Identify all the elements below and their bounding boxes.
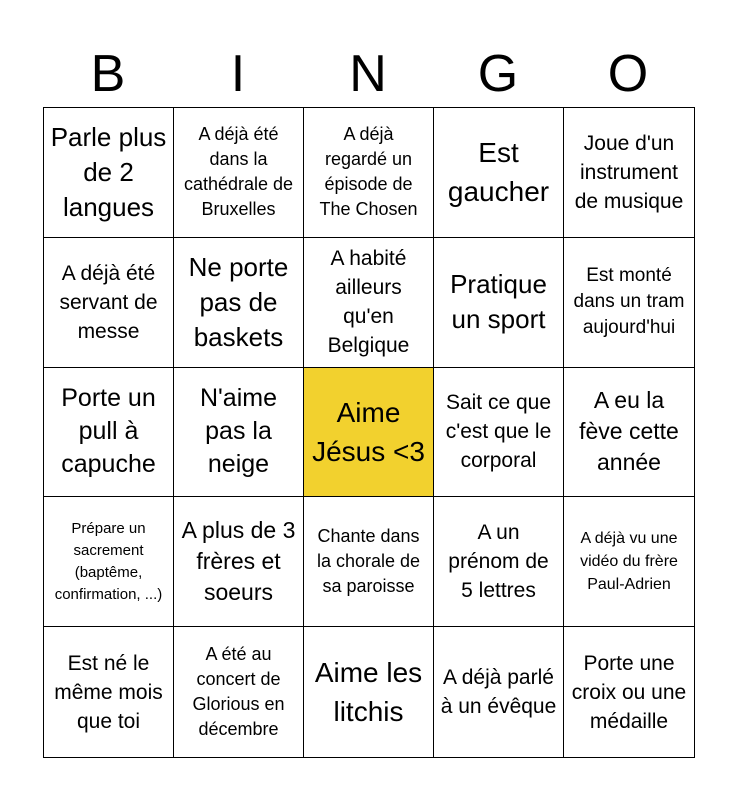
header-letter-n: N xyxy=(349,45,387,103)
bingo-cell-r1-c3[interactable] xyxy=(304,108,434,238)
bingo-cell-r5-c1[interactable] xyxy=(44,627,174,757)
bingo-cell-r4-c2[interactable] xyxy=(174,497,304,627)
bingo-cell-text: A déjà été dans la cathédrale de Bruxelles xyxy=(183,124,294,220)
bingo-cell-text: Porte un pull à capuche xyxy=(61,384,156,479)
bingo-cell-r2-c2[interactable] xyxy=(174,238,304,368)
header-letter-i: I xyxy=(230,45,246,103)
bingo-cell-text: A déjà parlé à un évêque xyxy=(440,666,557,719)
bingo-cell-text: Est gaucher xyxy=(447,137,550,208)
bingo-cell-text: Chante dans la chorale de sa paroisse xyxy=(316,526,421,597)
bingo-cell-text: Aime Jésus <3 xyxy=(312,396,425,467)
bingo-cell-text: A déjà regardé un épisode de The Chosen xyxy=(319,124,418,220)
bingo-cell-text: A eu la fève cette année xyxy=(579,387,679,476)
bingo-cell-r4-c5[interactable] xyxy=(564,497,694,627)
bingo-cell-r2-c5[interactable] xyxy=(564,238,694,368)
bingo-cell-r4-c1[interactable] xyxy=(44,497,174,627)
bingo-cell-r5-c4[interactable] xyxy=(434,627,564,757)
bingo-cell-r2-c1[interactable] xyxy=(44,238,174,368)
header-letter-o: O xyxy=(607,45,649,103)
bingo-cell-r2-c4[interactable] xyxy=(434,238,564,368)
bingo-cell-text: A un prénom de 5 lettres xyxy=(448,521,549,603)
bingo-cell-r1-c4[interactable] xyxy=(434,108,564,238)
bingo-cell-free[interactable] xyxy=(304,368,434,498)
bingo-cell-text: Prépare un sacrement (baptême, confirmation, ...) xyxy=(54,519,163,603)
bingo-board xyxy=(43,107,695,758)
header-letter-g: G xyxy=(477,45,519,103)
bingo-cell-r5-c3[interactable] xyxy=(304,627,434,757)
bingo-cell-text: Est né le même mois que toi xyxy=(54,651,163,733)
bingo-cell-text: Parle plus de 2 langues xyxy=(50,121,167,222)
header-letter-b: B xyxy=(90,45,126,103)
bingo-cell-r2-c3[interactable] xyxy=(304,238,434,368)
bingo-cell-r5-c5[interactable] xyxy=(564,627,694,757)
bingo-cell-text: A habité ailleurs qu'en Belgique xyxy=(327,247,410,358)
bingo-cell-text: A déjà vu une vidéo du frère Paul-Adrien xyxy=(580,530,678,594)
bingo-cell-text: Porte une croix ou une médaille xyxy=(571,651,687,733)
bingo-cell-text: Aime les litchis xyxy=(314,657,423,728)
bingo-cell-text: A déjà été servant de messe xyxy=(59,261,158,343)
bingo-cell-r1-c2[interactable] xyxy=(174,108,304,238)
bingo-cell-text: A été au concert de Glorious en décembre xyxy=(192,644,285,740)
bingo-cell-text: Ne porte pas de baskets xyxy=(188,251,289,352)
bingo-cell-r1-c5[interactable] xyxy=(564,108,694,238)
bingo-header xyxy=(43,40,693,108)
bingo-cell-text: N'aime pas la neige xyxy=(199,384,277,479)
bingo-cell-r5-c2[interactable] xyxy=(174,627,304,757)
bingo-cell-r1-c1[interactable] xyxy=(44,108,174,238)
bingo-cell-r4-c4[interactable] xyxy=(434,497,564,627)
bingo-cell-r3-c4[interactable] xyxy=(434,368,564,498)
bingo-cell-r3-c1[interactable] xyxy=(44,368,174,498)
bingo-cell-text: Est monté dans un tram aujourd'hui xyxy=(573,265,685,339)
bingo-cell-text: Joue d'un instrument de musique xyxy=(574,131,684,213)
bingo-cell-r4-c3[interactable] xyxy=(304,497,434,627)
bingo-cell-text: Pratique un sport xyxy=(450,269,547,335)
bingo-cell-r3-c2[interactable] xyxy=(174,368,304,498)
bingo-cell-text: A plus de 3 frères et soeurs xyxy=(181,517,296,606)
bingo-cell-r3-c5[interactable] xyxy=(564,368,694,498)
bingo-cell-text: Sait ce que c'est que le corporal xyxy=(445,391,552,473)
